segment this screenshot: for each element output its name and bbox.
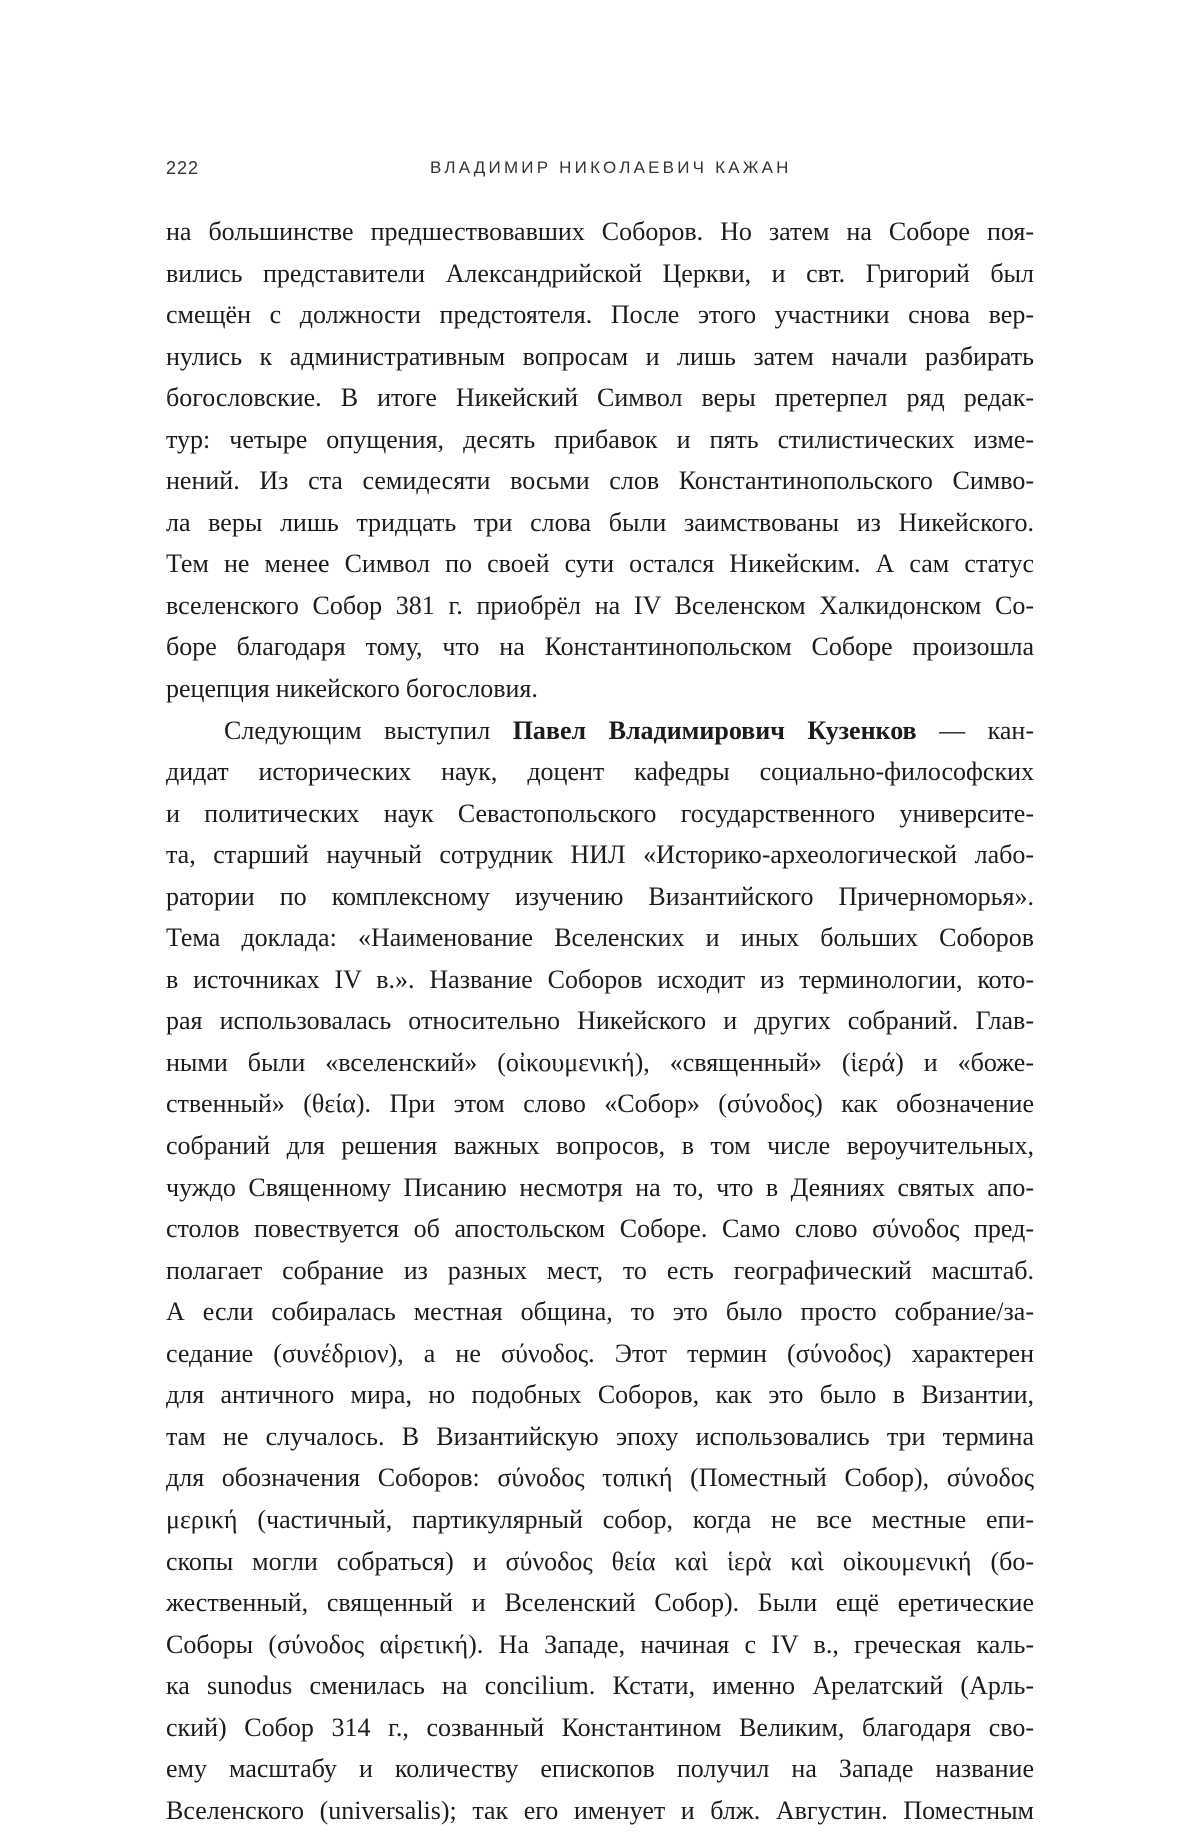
speaker-name: Павел Владимирович Кузенков	[512, 715, 917, 745]
text-line: для античного мира, но подобных Соборов, как это было в Византии,	[166, 1380, 1034, 1410]
text-line: чуждо Священному Писанию несмотря на то, что в Деяниях святых апо-	[166, 1172, 1034, 1202]
paragraph-2	[166, 710, 1034, 1831]
text-line: ка sunodus сменилась на concilium. Кстати, именно Арелатский (Арль-	[166, 1671, 1034, 1701]
text-line: тур: четыре опущения, десять прибавок и пять стилистических изме-	[166, 424, 1034, 454]
text-line: на большинстве предшествовавших Соборов. Но затем на Соборе поя-	[166, 217, 1034, 246]
text-line: А если собиралась местная община, то это было просто собрание/за-	[166, 1297, 1034, 1327]
text-line: для обозначения Соборов: σύνοδος τοπική (Поместный Собор), σύνοδος	[166, 1463, 1034, 1493]
text-line: нений. Из ста семидесяти восьми слов Константинопольского Симво-	[166, 466, 1034, 496]
text-line: ла веры лишь тридцать три слова были заимствованы из Никейского.	[166, 507, 1034, 537]
paragraph-1	[166, 211, 1034, 710]
text-line: рая использовалась относительно Никейского и других собраний. Глав-	[166, 1006, 1034, 1036]
text-line: там не случалось. В Византийскую эпоху использовались три термина	[166, 1421, 1034, 1451]
text-line: Тема доклада: «Наименование Вселенских и иных больших Соборов	[166, 923, 1034, 953]
text-line: вселенского Собор 381 г. приобрёл на IV Вселенском Халкидонском Со-	[166, 590, 1034, 620]
text-line: смещён с должности предстоятеля. После этого участники снова вер-	[166, 300, 1034, 330]
text-line: боре благодаря тому, что на Константинопольском Соборе произошла	[166, 632, 1034, 662]
text-line: рецепция никейского богословия.	[166, 674, 538, 704]
text-line: ственный» (θεία). При этом слово «Собор» (σύνοδος) как обозначение	[166, 1089, 1034, 1119]
text-line: Вселенского (universalis); так его именует и блж. Августин. Поместным	[166, 1795, 1034, 1825]
page-number: 222	[166, 158, 200, 178]
text-line: Тем не менее Символ по своей сути остался Никейским. А сам статус	[166, 549, 1034, 579]
text-line: столов повествуется об апостольском Соборе. Само слово σύνοδος пред-	[166, 1214, 1034, 1244]
text-fragment: Следующим выступил	[224, 715, 513, 745]
text-line: в источниках IV в.». Название Соборов исходит из терминологии, кото-	[166, 964, 1034, 994]
text-line: полагает собрание из разных мест, то есть географический масштаб.	[166, 1255, 1034, 1285]
text-line: седание (συνέδριον), а не σύνοδος. Этот термин (σύνοδος) характерен	[166, 1338, 1034, 1368]
text-line: ему масштабу и количеству епископов получил на Западе название	[166, 1754, 1034, 1784]
text-line: ными были «вселенский» (οἰκουμενική), «священный» (ἱερά) и «боже-	[166, 1047, 1034, 1077]
text-line: ратории по комплексному изучению Византийского Причерноморья».	[166, 881, 1034, 911]
text-line: скопы могли собраться) и σύνοδος θεία καὶ ἱερὰ καὶ οἰκουμενική (бо-	[166, 1546, 1034, 1576]
text-line: богословские. В итоге Никейский Символ веры претерпел ряд редак-	[166, 383, 1034, 413]
text-line: и политических наук Севастопольского государственного университе-	[166, 798, 1034, 828]
text-line: та, старший научный сотрудник НИЛ «Историко-археологической лабо-	[166, 840, 1034, 870]
text-line: вились представители Александрийской Церкви, и свт. Григорий был	[166, 258, 1034, 288]
text-fragment: — кан-	[916, 715, 1034, 745]
text-line: собраний для решения важных вопросов, в том числе вероучительных,	[166, 1131, 1034, 1161]
text-line: ский) Собор 314 г., созванный Константином Великим, благодаря сво-	[166, 1712, 1034, 1742]
text-line: жественный, священный и Вселенский Собор). Были ещё еретические	[166, 1588, 1034, 1618]
text-line: дидат исторических наук, доцент кафедры социально-философских	[166, 757, 1034, 787]
text-line: μερική (частичный, партикулярный собор, когда не все местные епи-	[166, 1504, 1034, 1534]
text-line	[166, 710, 1034, 752]
text-line: нулись к административным вопросам и лишь затем начали разбирать	[166, 341, 1034, 371]
text-line: Соборы (σύνοδος αἱρετική). На Западе, начиная с IV в., греческая каль-	[166, 1629, 1034, 1659]
body-text	[166, 211, 1034, 1831]
running-head: ВЛАДИМИР НИКОЛАЕВИЧ КАЖАН	[430, 158, 792, 177]
